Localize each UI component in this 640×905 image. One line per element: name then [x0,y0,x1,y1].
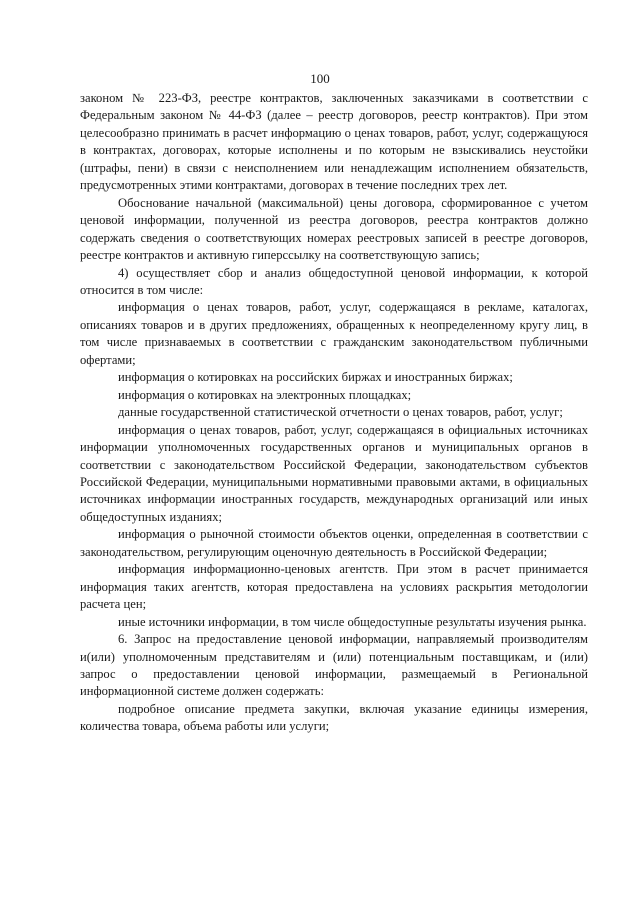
page-number: 100 [310,71,330,86]
paragraph: данные государственной статистической отчетности о ценах товаров, работ, услуг; [118,405,563,420]
paragraph: информация о котировках на электронных площадках; [118,387,412,402]
paragraph: информация о рыночной стоимости объектов оценки, определенная в соответствии с законодательством, регулирующим оценочную деятельность в Российской Федерации; [80,527,588,559]
paragraph: 4) осуществляет сбор и анализ общедоступной ценовой информации, к которой относится в том числе: [80,265,588,297]
paragraph: информация о ценах товаров, работ, услуг, содержащаяся в официальных источниках информации уполномоченных государственных органов и муниципальных органов в соответствии с законодательством Российской Федерации, законодательством субъектов Российской Федерации, муниципальными нормативными правовыми актами, в официальных источниках информации иностранных государств, международных организаций или иных общедоступных изданиях; [80,422,588,524]
paragraph: 6. Запрос на предоставление ценовой информации, направляемый производителям и(или) уполномоченным представителям и (или) потенциальным поставщикам, и (или) запрос о предоставлении ценовой информации, размещаемый в Региональной информационной системе должен содержать: [80,632,588,699]
paragraph: Обоснование начальной (максимальной) цены договора, сформированное с учетом ценовой информации, полученной из реестра договоров, реестра контрактов должно содержать сведения о соответствующих номерах реестровых записей в реестре договоров, реестре контрактов и активную гиперссылку на соответствующую запись; [80,195,588,263]
paragraph: информация информационно-ценовых агентств. При этом в расчет принимается информация таких агентств, которая предоставлена на условиях раскрытия методологии расчета цен; [80,562,588,612]
paragraph: информация о ценах товаров, работ, услуг, содержащаяся в рекламе, каталогах, описаниях товаров и в других предложениях, обращенных к неопределенному кругу лиц, в том числе признаваемых в соответствии с гражданским законодательством публичными офертами; [80,300,588,367]
paragraph: подробное описание предмета закупки, включая указание единицы измерения, количества товара, объема работы или услуги; [80,701,588,734]
paragraph: иные источники информации, в том числе общедоступные результаты изучения рынка. [118,614,587,629]
document-body [80,90,588,736]
paragraph: законом № 223-ФЗ, реестре контрактов, заключенных заказчиками в соответствии с Федеральным законом № 44-ФЗ (далее – реестр договоров, реестр контрактов). При этом целесообразно принимать в расчет информацию о ценах товаров, работ, услуг, содержащуюся в контрактах, договорах, которые исполнены и по которым не взыскивались неустойки (штрафы, пени) в связи с неисполнением или ненадлежащим исполнением обязательств, предусмотренных этими контрактами, договорах в течение последних трех лет. [80,91,588,193]
paragraph: информация о котировках на российских биржах и иностранных биржах; [118,370,513,385]
